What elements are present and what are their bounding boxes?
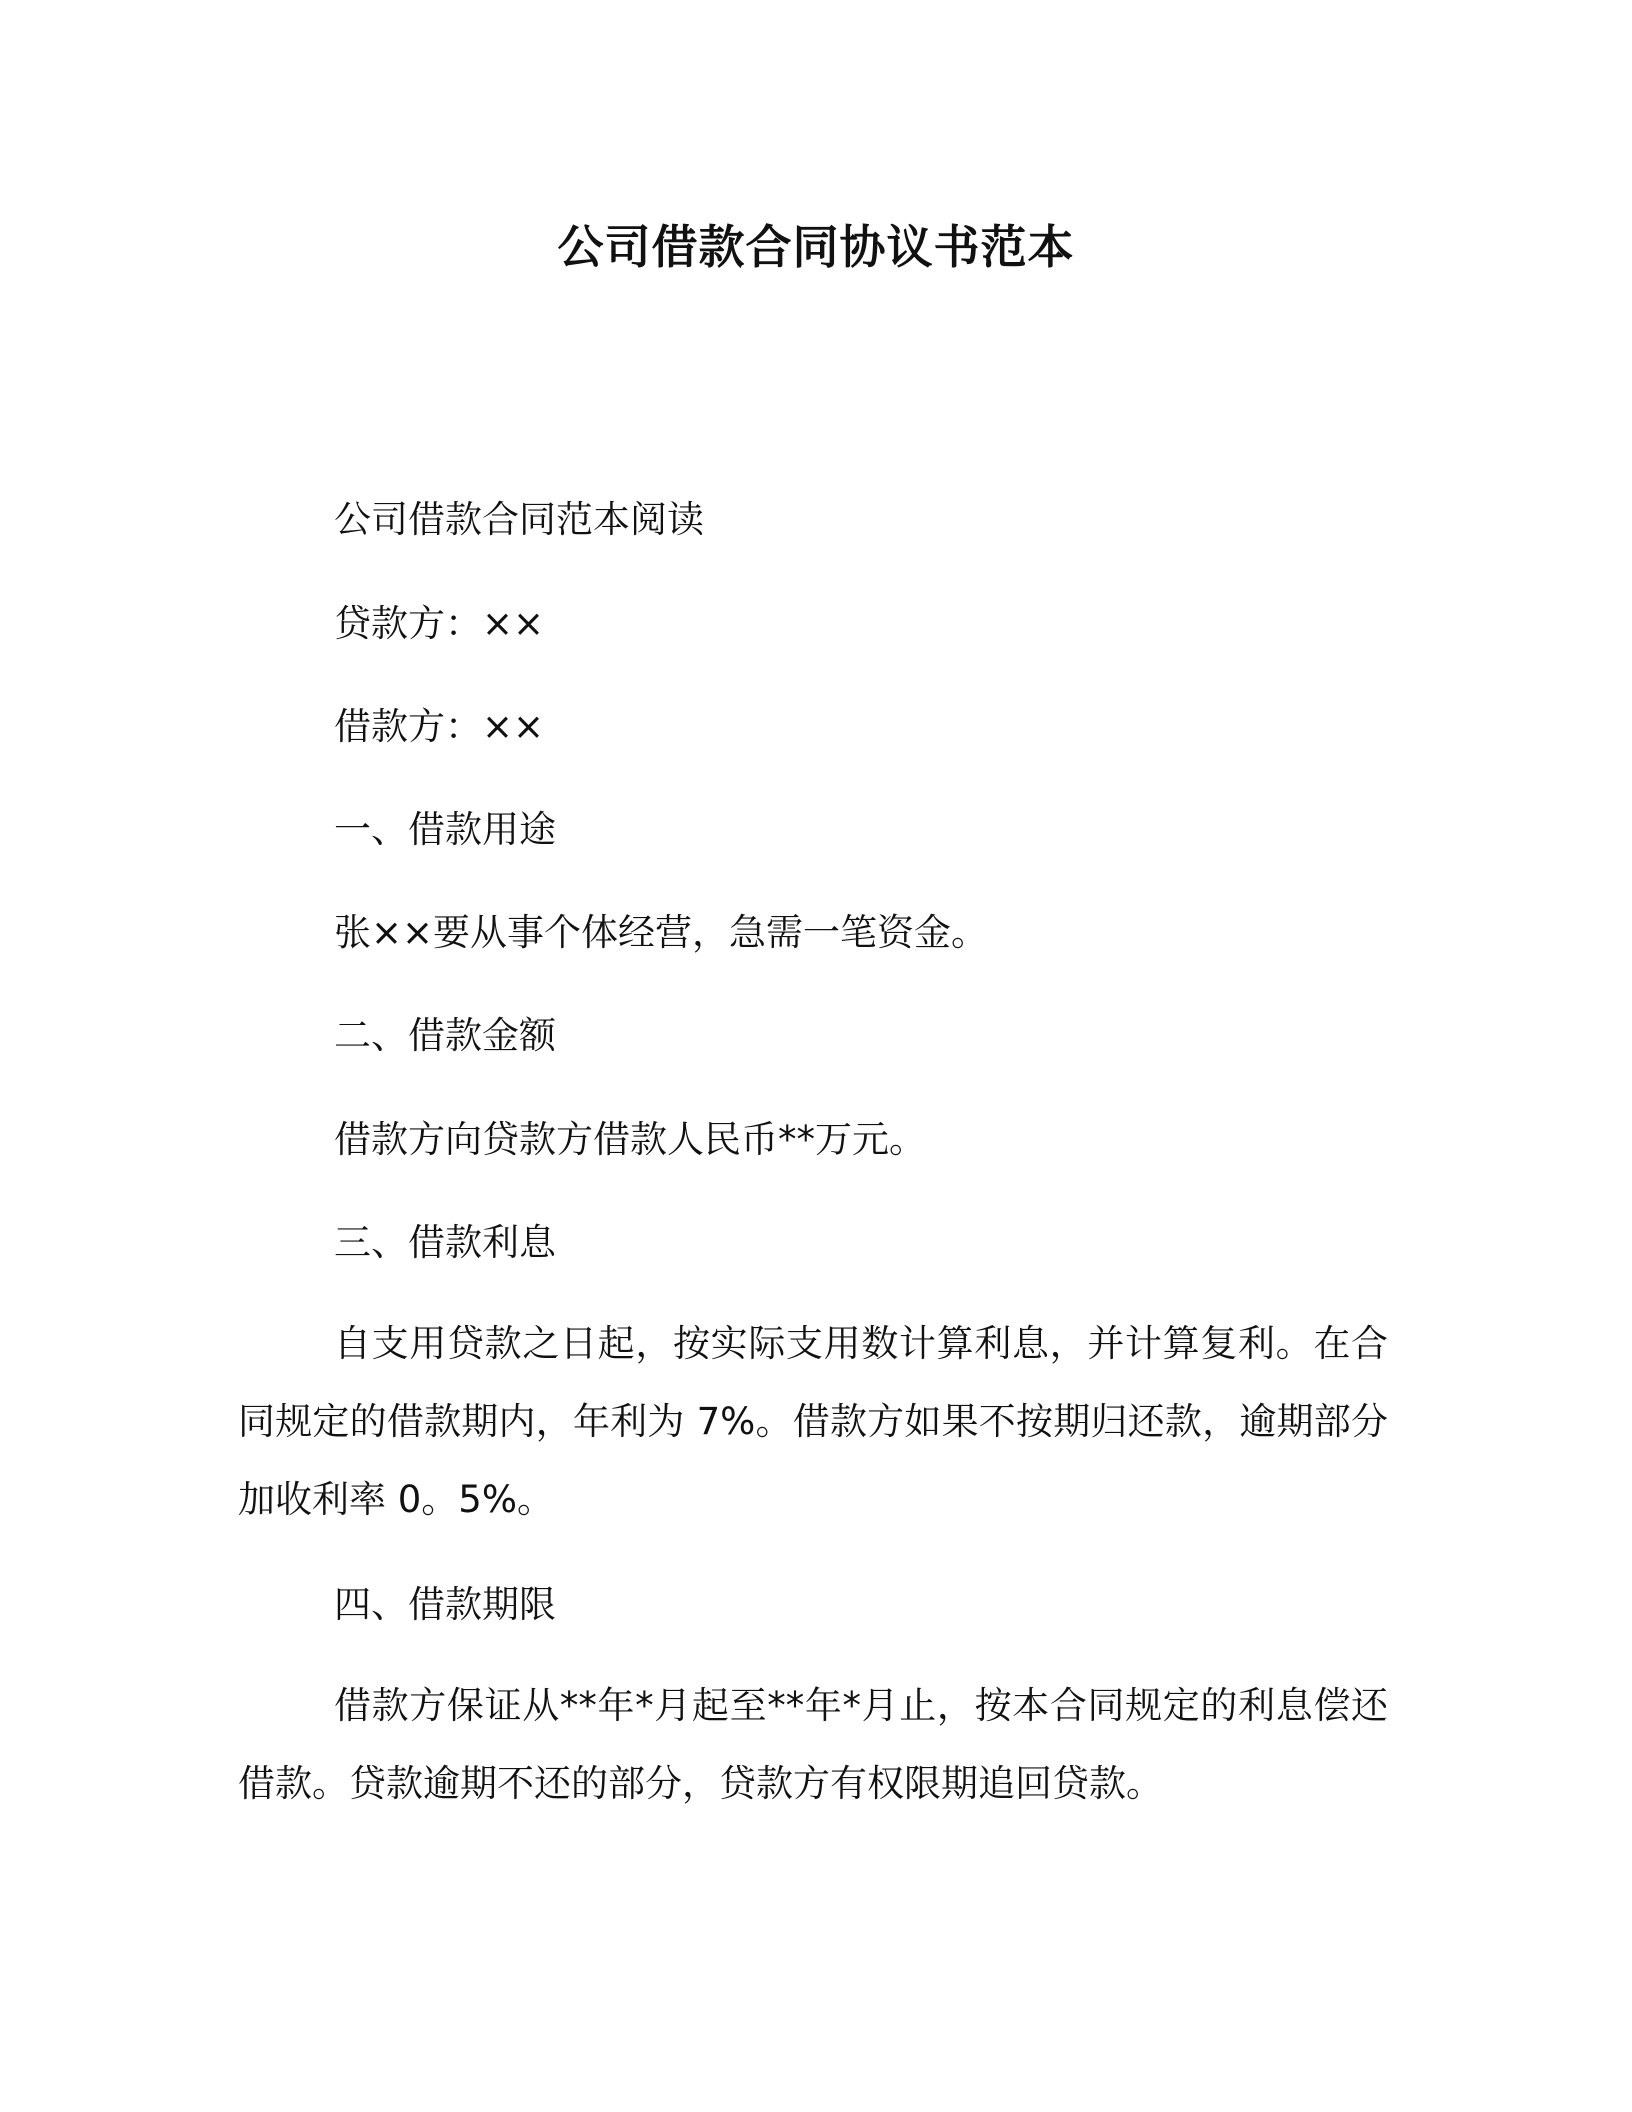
- section-heading-amount: 二、借款金额: [334, 1014, 556, 1057]
- document-subtitle: 公司借款合同范本阅读: [334, 498, 704, 541]
- lender-line: 贷款方：××: [334, 602, 545, 645]
- section-heading-interest: 三、借款利息: [334, 1221, 556, 1264]
- borrower-line: 借款方：××: [334, 705, 545, 748]
- document-title: 公司借款合同协议书范本: [557, 220, 1075, 274]
- section-heading-purpose: 一、借款用途: [334, 808, 556, 851]
- section-heading-term: 四、借款期限: [334, 1583, 556, 1626]
- section-body-interest: 自支用贷款之日起，按实际支用数计算利息，并计算复利。在合同规定的借款期内，年利为 7%。借款方如果不按期归还款，逾期部分加收利率 0。5%。: [238, 1322, 1388, 1521]
- section-body-amount: 借款方向贷款方借款人民币**万元。: [334, 1118, 926, 1161]
- section-body-purpose: 张××要从事个体经营，急需一笔资金。: [334, 911, 989, 954]
- section-body-term: 借款方保证从**年*月起至**年*月止，按本合同规定的利息偿还借款。贷款逾期不还的部分，贷款方有权限期追回贷款。: [238, 1684, 1388, 1805]
